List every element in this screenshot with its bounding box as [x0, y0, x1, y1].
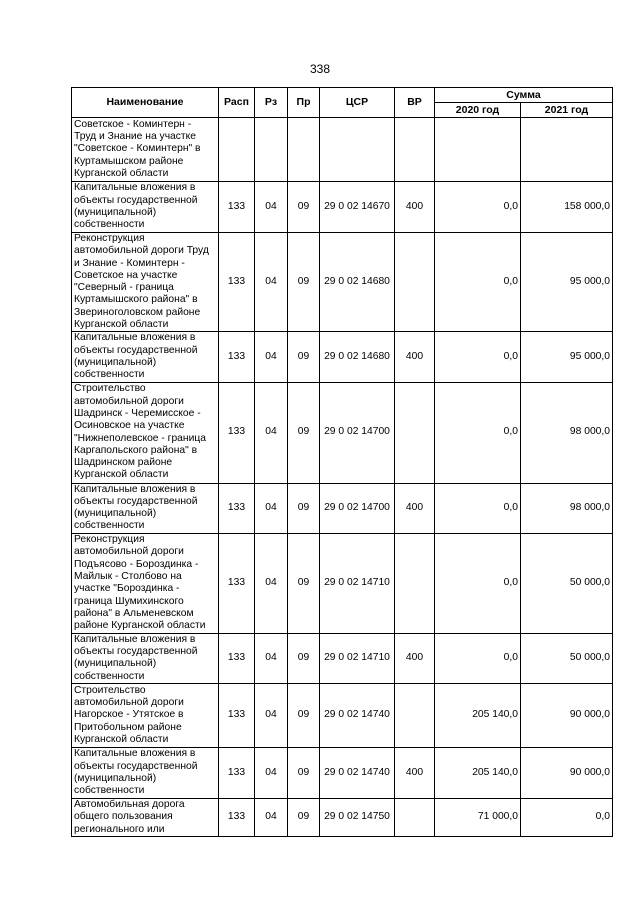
page-number: 338 [309, 62, 331, 76]
row-vr [395, 683, 435, 747]
row-sum-2020: 0,0 [435, 633, 521, 683]
row-sum-2021: 0,0 [521, 798, 613, 836]
row-sum-2021: 95 000,0 [521, 332, 613, 382]
row-vr: 400 [395, 332, 435, 382]
row-csr: 29 0 02 14750 [320, 798, 395, 836]
row-vr [395, 798, 435, 836]
row-name: Автомобильная дорога общего пользования регионального или [72, 798, 219, 836]
row-sum-2021: 90 000,0 [521, 747, 613, 798]
row-vr: 400 [395, 182, 435, 233]
row-vr [395, 382, 435, 483]
row-rasp: 133 [219, 747, 255, 798]
row-sum-2020: 0,0 [435, 533, 521, 633]
row-sum-2021: 98 000,0 [521, 483, 613, 533]
row-name: Капитальные вложения в объекты государственной (муниципальной) собственности [72, 182, 219, 233]
row-pr: 09 [288, 683, 320, 747]
row-csr: 29 0 02 14740 [320, 747, 395, 798]
row-pr: 09 [288, 483, 320, 533]
row-sum-2020: 205 140,0 [435, 747, 521, 798]
row-vr: 400 [395, 483, 435, 533]
table-row [72, 182, 613, 233]
budget-table [71, 87, 613, 837]
row-name: Капитальные вложения в объекты государственной (муниципальной) собственности [72, 332, 219, 382]
row-vr: 400 [395, 747, 435, 798]
table-row [72, 798, 613, 836]
row-rz: 04 [255, 633, 288, 683]
row-vr [395, 118, 435, 182]
row-pr [288, 118, 320, 182]
table-row [72, 233, 613, 332]
row-sum-2021: 50 000,0 [521, 533, 613, 633]
row-vr [395, 533, 435, 633]
row-rasp: 133 [219, 798, 255, 836]
row-rasp: 133 [219, 483, 255, 533]
row-rasp: 133 [219, 233, 255, 332]
row-pr: 09 [288, 533, 320, 633]
row-pr: 09 [288, 382, 320, 483]
row-pr: 09 [288, 182, 320, 233]
header-2020: 2020 год [435, 103, 521, 118]
row-rz: 04 [255, 747, 288, 798]
row-sum-2021: 158 000,0 [521, 182, 613, 233]
row-rasp [219, 118, 255, 182]
row-rz: 04 [255, 533, 288, 633]
row-rz: 04 [255, 182, 288, 233]
row-name: Строительство автомобильной дороги Шадринск - Черемисское - Осиновское на участке "Нижнеполевское - граница Каргапольского района" в Шадринском районе Курганской области [72, 382, 219, 483]
row-rasp: 133 [219, 382, 255, 483]
header-csr: ЦСР [320, 88, 395, 118]
row-rasp: 133 [219, 683, 255, 747]
row-pr: 09 [288, 633, 320, 683]
row-sum-2020: 0,0 [435, 233, 521, 332]
header-name: Наименование [72, 88, 219, 118]
table-row [72, 382, 613, 483]
table-row [72, 118, 613, 182]
row-name: Реконструкция автомобильной дороги Труд и Знание - Коминтерн - Советское на участке "Северный - граница Куртамышского района" в Звериноголовском районе Курганской области [72, 233, 219, 332]
row-name: Капитальные вложения в объекты государственной (муниципальной) собственности [72, 747, 219, 798]
table-row [72, 633, 613, 683]
row-csr [320, 118, 395, 182]
row-csr: 29 0 02 14700 [320, 382, 395, 483]
row-name: Реконструкция автомобильной дороги Подъясово - Бороздинка - Майлык - Столбово на участке "Бороздинка - граница Шумихинского района" в Альменевском районе Курганской области [72, 533, 219, 633]
row-csr: 29 0 02 14700 [320, 483, 395, 533]
header-sum: Сумма [435, 88, 613, 103]
table-row [72, 483, 613, 533]
row-vr [395, 233, 435, 332]
row-rz: 04 [255, 483, 288, 533]
header-2021: 2021 год [521, 103, 613, 118]
row-rasp: 133 [219, 633, 255, 683]
table-row [72, 533, 613, 633]
row-sum-2020 [435, 118, 521, 182]
row-sum-2020: 205 140,0 [435, 683, 521, 747]
row-pr: 09 [288, 332, 320, 382]
row-csr: 29 0 02 14670 [320, 182, 395, 233]
row-sum-2020: 0,0 [435, 382, 521, 483]
row-pr: 09 [288, 233, 320, 332]
row-pr: 09 [288, 798, 320, 836]
row-sum-2021: 95 000,0 [521, 233, 613, 332]
row-name: Строительство автомобильной дороги Нагорское - Утятское в Притобольном районе Курганской области [72, 683, 219, 747]
row-sum-2021 [521, 118, 613, 182]
row-sum-2020: 71 000,0 [435, 798, 521, 836]
row-rz: 04 [255, 683, 288, 747]
row-name: Советское - Коминтерн - Труд и Знание на участке "Советское - Коминтерн" в Куртамышском районе Курганской области [72, 118, 219, 182]
row-sum-2021: 50 000,0 [521, 633, 613, 683]
row-rz: 04 [255, 798, 288, 836]
row-rz: 04 [255, 382, 288, 483]
row-rasp: 133 [219, 533, 255, 633]
row-rasp: 133 [219, 332, 255, 382]
row-rasp: 133 [219, 182, 255, 233]
row-sum-2020: 0,0 [435, 182, 521, 233]
row-sum-2020: 0,0 [435, 332, 521, 382]
row-rz: 04 [255, 332, 288, 382]
header-rasp: Расп [219, 88, 255, 118]
header-rz: Рз [255, 88, 288, 118]
row-sum-2021: 90 000,0 [521, 683, 613, 747]
table-row [72, 332, 613, 382]
row-rz [255, 118, 288, 182]
header-vr: ВР [395, 88, 435, 118]
row-csr: 29 0 02 14740 [320, 683, 395, 747]
row-csr: 29 0 02 14680 [320, 233, 395, 332]
row-sum-2020: 0,0 [435, 483, 521, 533]
table-row [72, 683, 613, 747]
row-pr: 09 [288, 747, 320, 798]
header-pr: Пр [288, 88, 320, 118]
row-csr: 29 0 02 14710 [320, 633, 395, 683]
row-rz: 04 [255, 233, 288, 332]
row-csr: 29 0 02 14710 [320, 533, 395, 633]
row-sum-2021: 98 000,0 [521, 382, 613, 483]
row-vr: 400 [395, 633, 435, 683]
row-csr: 29 0 02 14680 [320, 332, 395, 382]
row-name: Капитальные вложения в объекты государственной (муниципальной) собственности [72, 483, 219, 533]
table-row [72, 747, 613, 798]
row-name: Капитальные вложения в объекты государственной (муниципальной) собственности [72, 633, 219, 683]
